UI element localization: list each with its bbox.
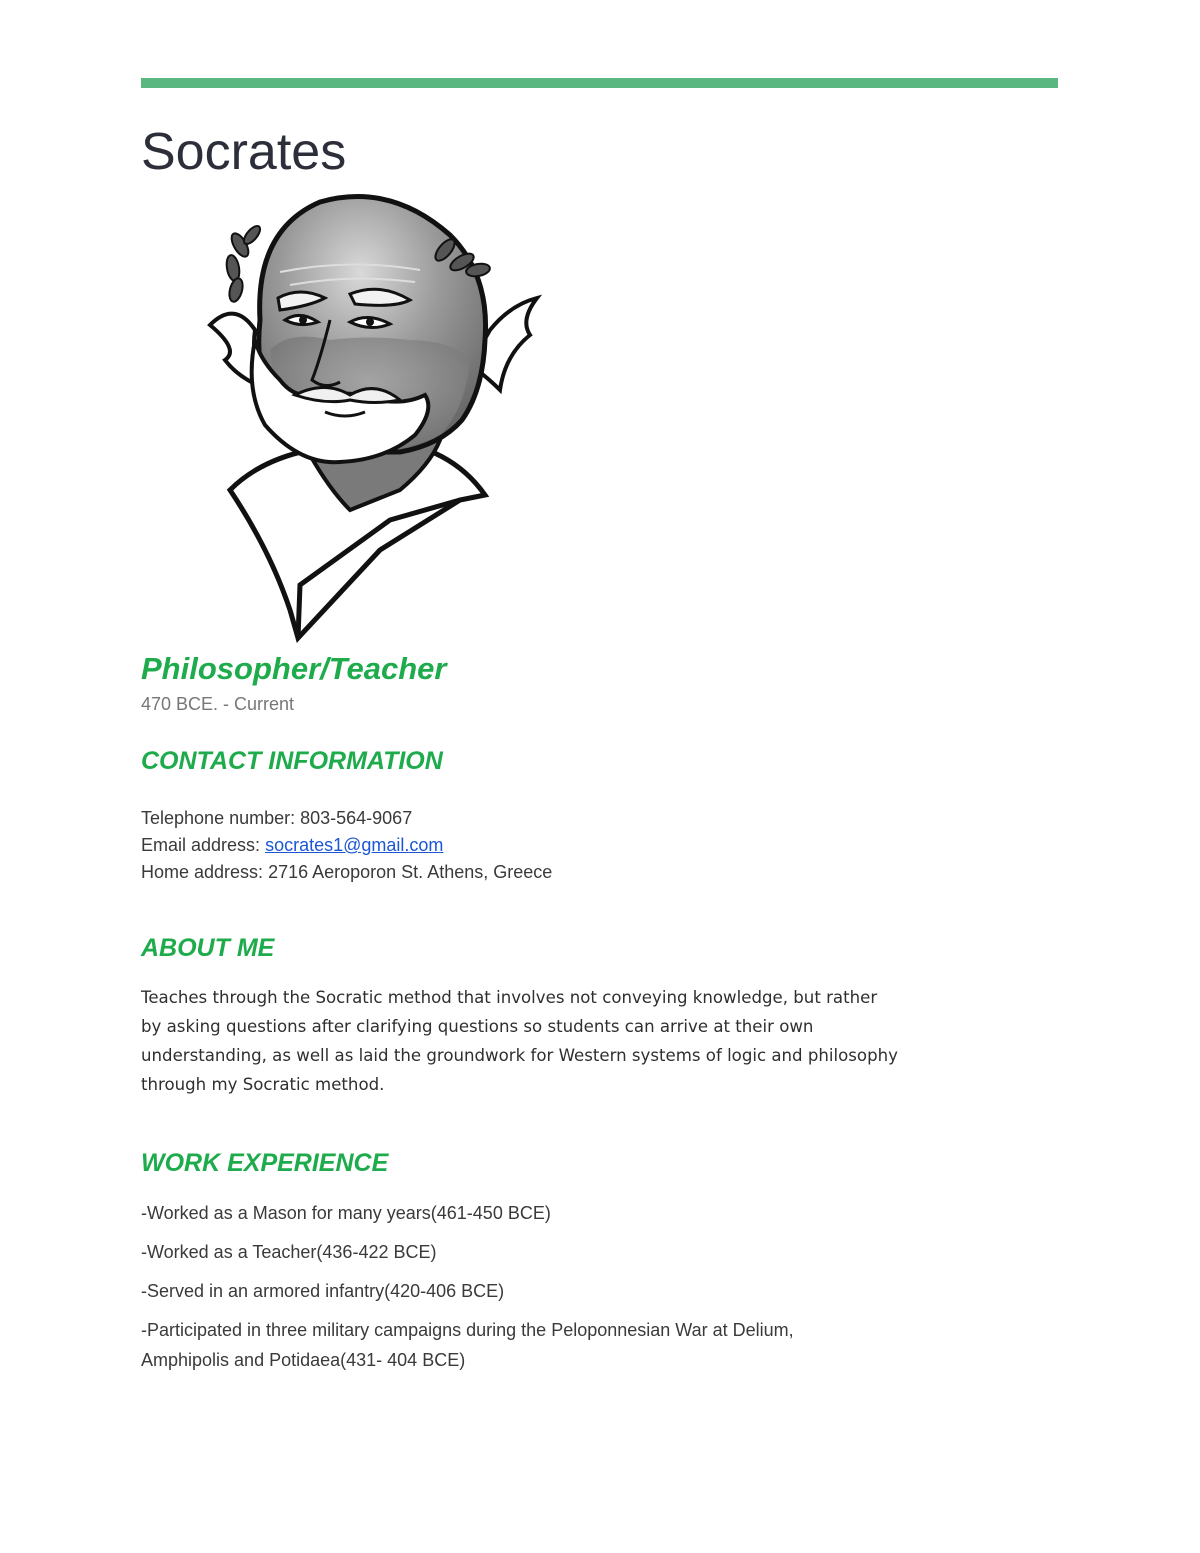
email-label: Email address: (141, 835, 266, 855)
contact-heading: CONTACT INFORMATION (141, 747, 443, 775)
telephone-line (141, 805, 552, 832)
home-address-value: 2716 Aeroporon St. Athens, Greece (268, 862, 553, 882)
home-address-line (141, 859, 552, 886)
list-item: -Served in an armored infantry(420-406 BCE) (141, 1281, 505, 1301)
about-paragraph: Teaches through the Socratic method that involves not conveying knowledge, but rather by asking questions after clarifying questions so students can arrive at their own understanding, as well as laid the groundwork for Western systems of logic and philosophy through my Socratic method. (141, 988, 898, 1094)
work-list (141, 1198, 901, 1384)
about-heading: ABOUT ME (141, 934, 275, 962)
page-title: Socrates (141, 123, 347, 181)
socrates-portrait-icon (200, 190, 545, 645)
contact-block (141, 805, 552, 886)
home-address-label: Home address: (141, 862, 269, 882)
email-line (141, 832, 552, 859)
telephone-value: 803-564-9067 (300, 808, 413, 828)
job-title: Philosopher/Teacher (141, 651, 447, 686)
telephone-label: Telephone number: (141, 808, 301, 828)
work-heading: WORK EXPERIENCE (141, 1149, 389, 1177)
top-accent-rule (141, 78, 1058, 88)
email-link[interactable]: socrates1@gmail.com (265, 835, 444, 855)
list-item: -Worked as a Teacher(436-422 BCE) (141, 1242, 437, 1262)
list-item: -Worked as a Mason for many years(461-450 BCE) (141, 1203, 551, 1223)
career-dates: 470 BCE. - Current (141, 694, 295, 714)
list-item: -Participated in three military campaigns during the Peloponnesian War at Delium, Amphipolis and Potidaea(431- 404 BCE) (141, 1320, 794, 1370)
